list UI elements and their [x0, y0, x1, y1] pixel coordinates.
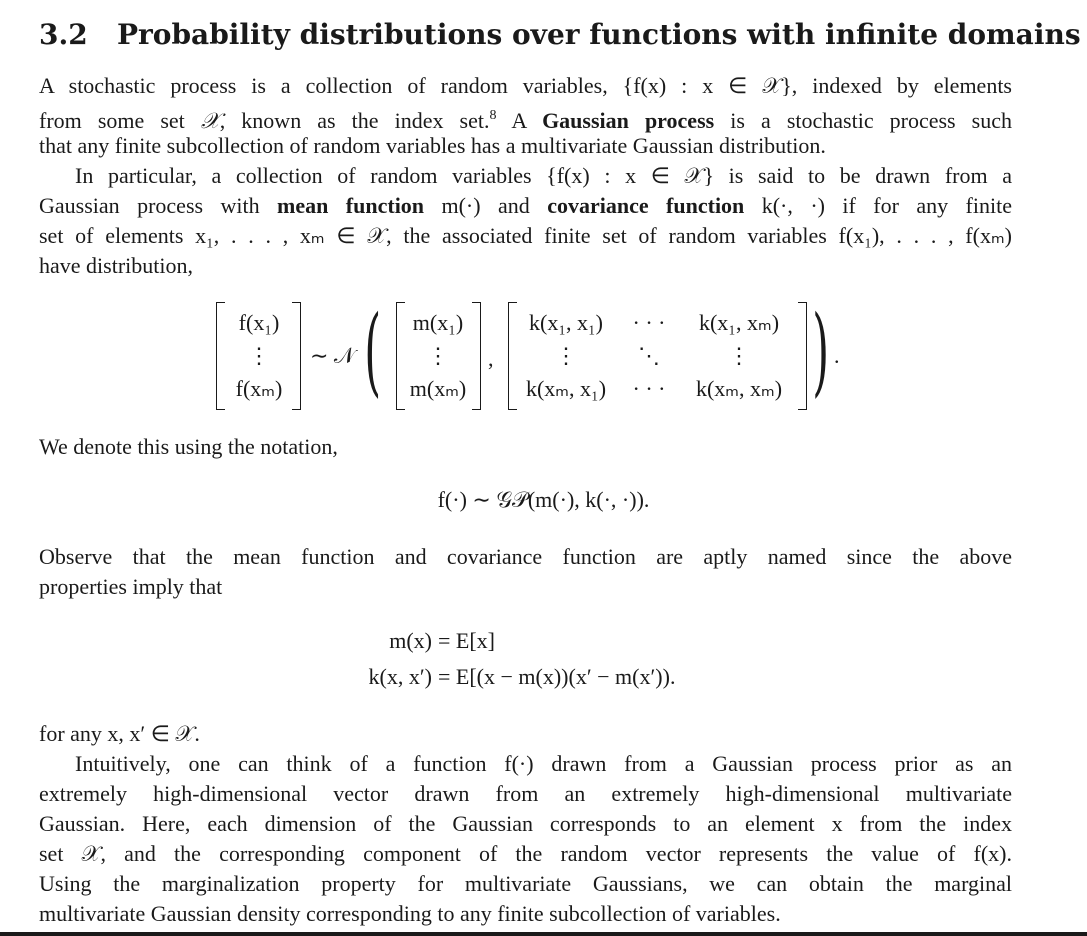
lhs-entry-3: f(xₘ) — [235, 376, 283, 401]
para5-line3: Gaussian. Here, each dimension of the Gaussian corresponds to an element x from the index — [39, 811, 1012, 836]
cov-r1-c3: k(x₁, xₘ) — [698, 310, 780, 335]
cov-r3-c2: · · · — [632, 376, 666, 401]
para1-line2-b: , known as the index set. — [219, 108, 490, 133]
section-number: 3.2 — [39, 18, 88, 51]
footnote-marker: 8 — [489, 108, 497, 123]
equation-period: . — [834, 343, 840, 368]
para5-line5: Using the marginalization property for multivariate Gaussians, we can obtain the marginal — [39, 871, 1012, 896]
mean-eq-rhs: = E[x] — [438, 628, 495, 653]
para2-line1: In particular, a collection of random variables {f(x) : x ∈ 𝒳} is said to be drawn from a — [75, 163, 1012, 188]
cov-r2-c2: ⋱ — [638, 343, 660, 368]
lhs-entry-2: ⋮ — [248, 343, 270, 368]
para1-line1: A stochastic process is a collection of random variables, {f(x) : x ∈ 𝒳}, indexed by elements — [39, 73, 1012, 98]
cov-r3-c3: k(xₘ, xₘ) — [695, 376, 783, 401]
mean-entry-1: m(x₁) — [412, 310, 464, 335]
sim-normal: ∼ 𝒩 — [310, 343, 356, 368]
lhs-right-bracket — [292, 302, 301, 410]
cov-r1-c2: · · · — [632, 310, 666, 335]
para2-line2-c: k(·, ·) if for any finite — [744, 193, 1012, 218]
moments-for-any: for any x, x′ ∈ 𝒳. — [39, 721, 200, 746]
para1-line2-c: A — [496, 108, 543, 133]
para5-line6: multivariate Gaussian density corresponding to any finite subcollection of variables. — [39, 901, 781, 926]
section-title: Probability distributions over functions with infinite domains — [117, 18, 1081, 51]
bottom-rule — [0, 932, 1087, 936]
open-paren: ( — [364, 295, 382, 407]
term-mean-function: mean function — [277, 193, 425, 218]
term-gaussian-process: Gaussian process — [542, 108, 715, 133]
para2-line3: set of elements x₁, . . . , xₘ ∈ 𝒳, the associated finite set of random variables f(x₁), . . . , f(xₘ) — [39, 223, 1012, 248]
para2-line2 — [39, 191, 1012, 221]
para5-line1: Intuitively, one can think of a function f(·) drawn from a Gaussian process prior as an — [75, 751, 1012, 776]
mean-entry-3: m(xₘ) — [409, 376, 467, 401]
para1-line3: that any finite subcollection of random variables has a multivariate Gaussian distribution. — [39, 133, 826, 158]
term-covariance-function: covariance function — [547, 193, 745, 218]
cov-r2-c1: ⋮ — [555, 343, 577, 368]
cov-r3-c1: k(xₘ, x₁) — [525, 376, 607, 401]
cov-right-bracket — [798, 302, 807, 410]
mean-entry-2: ⋮ — [427, 343, 449, 368]
para1-line2-d: is a stochastic process such — [714, 108, 1013, 133]
para5-line2: extremely high-dimensional vector drawn from an extremely high-dimensional multivariate — [39, 781, 1012, 806]
para2-line2-b: m(·) and — [424, 193, 548, 218]
para4-line1: Observe that the mean function and covariance function are aptly named since the above — [39, 544, 1012, 569]
lhs-entry-1: f(x₁) — [238, 310, 280, 335]
gp-notation-equation: f(·) ∼ 𝒢𝒫(m(·), k(·, ·)). — [437, 487, 650, 512]
index-set-symbol: 𝒳 — [200, 109, 220, 134]
close-paren: ) — [812, 295, 830, 407]
section-heading — [39, 18, 1081, 51]
para5-line4: set 𝒳, and the corresponding component of the random vector represents the value of f(x). — [39, 841, 1012, 866]
mean-right-bracket — [472, 302, 481, 410]
para4-line2: properties imply that — [39, 574, 223, 599]
para2-line4: have distribution, — [39, 253, 193, 278]
cov-r1-c1: k(x₁, x₁) — [529, 310, 603, 335]
para1-line2-a: from some set — [39, 108, 201, 133]
mean-eq-lhs: m(x) — [389, 628, 432, 653]
comma: , — [488, 346, 494, 371]
para3-line1: We denote this using the notation, — [39, 434, 338, 459]
cov-eq-rhs: = E[(x − m(x))(x′ − m(x′)). — [438, 664, 676, 689]
cov-eq-lhs: k(x, x′) — [368, 664, 432, 689]
para2-line2-a: Gaussian process with — [39, 193, 278, 218]
cov-r2-c3: ⋮ — [728, 343, 750, 368]
lhs-left-bracket — [216, 302, 225, 410]
